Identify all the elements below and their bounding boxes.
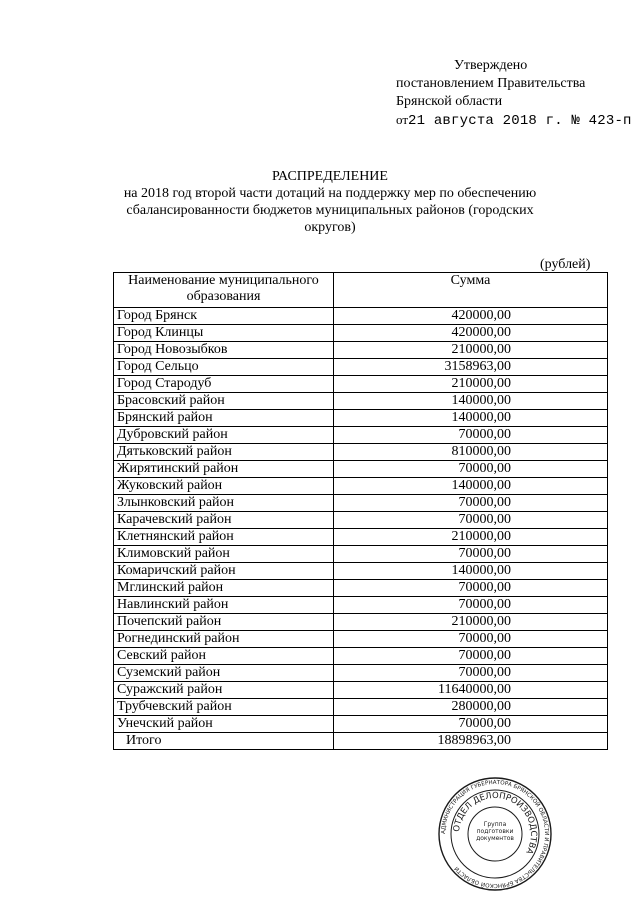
municipality-name: Навлинский район xyxy=(114,597,334,614)
municipality-name: Комаричский район xyxy=(114,563,334,580)
municipality-sum: 11640000,00 xyxy=(334,682,608,699)
total-label: Итого xyxy=(114,733,334,750)
municipality-name: Мглинский район xyxy=(114,580,334,597)
municipality-sum: 420000,00 xyxy=(334,308,608,325)
municipality-name: Почепский район xyxy=(114,614,334,631)
table-row xyxy=(114,563,608,580)
table-row xyxy=(114,648,608,665)
municipality-name: Жуковский район xyxy=(114,478,334,495)
stamp-outer-textpath: АДМИНИСТРАЦИЯ ГУБЕРНАТОРА БРЯНСКОЙ ОБЛАСТИ И ПРАВИТЕЛЬСТВА БРЯНСКОЙ ОБЛАСТИ xyxy=(440,779,550,889)
municipality-name: Карачевский район xyxy=(114,512,334,529)
municipality-name: Брасовский район xyxy=(114,393,334,410)
approval-block xyxy=(396,57,636,130)
municipality-sum: 70000,00 xyxy=(334,495,608,512)
document-subtitle-line-3: округов) xyxy=(304,220,356,235)
municipality-sum: 210000,00 xyxy=(334,342,608,359)
municipality-sum: 420000,00 xyxy=(334,325,608,342)
document-subtitle-line-2: сбалансированности бюджетов муниципальных районов (городских xyxy=(126,203,534,218)
total-sum: 18898963,00 xyxy=(334,733,608,750)
table-row xyxy=(114,359,608,376)
table-header-row xyxy=(114,273,608,308)
table-row xyxy=(114,444,608,461)
table-row xyxy=(114,546,608,563)
table-row xyxy=(114,427,608,444)
table-row xyxy=(114,393,608,410)
units-label: (рублей) xyxy=(540,257,591,272)
approval-date-number: 21 августа 2018 г. № 423-п xyxy=(408,113,632,129)
table-row xyxy=(114,376,608,393)
municipality-name: Злынковский район xyxy=(114,495,334,512)
municipality-name: Рогнединский район xyxy=(114,631,334,648)
table-row xyxy=(114,512,608,529)
stamp-inner-textpath: ОТДЕЛ ДЕЛОПРОИЗВОДСТВА xyxy=(451,790,539,856)
table-row xyxy=(114,325,608,342)
municipality-sum: 70000,00 xyxy=(334,716,608,733)
table-row xyxy=(114,410,608,427)
table-row xyxy=(114,665,608,682)
column-header-sum: Сумма xyxy=(334,273,608,308)
table-row xyxy=(114,495,608,512)
municipality-sum: 70000,00 xyxy=(334,597,608,614)
table-row xyxy=(114,682,608,699)
approval-line-approved: Утверждено xyxy=(454,58,528,73)
municipality-name: Брянский район xyxy=(114,410,334,427)
municipality-sum: 810000,00 xyxy=(334,444,608,461)
municipality-sum: 70000,00 xyxy=(334,648,608,665)
municipality-name: Дубровский район xyxy=(114,427,334,444)
official-stamp xyxy=(437,776,553,892)
municipality-name: Город Сельцо xyxy=(114,359,334,376)
table-row xyxy=(114,716,608,733)
municipality-sum: 70000,00 xyxy=(334,631,608,648)
table-row xyxy=(114,699,608,716)
municipality-name: Севский район xyxy=(114,648,334,665)
municipality-name: Жирятинский район xyxy=(114,461,334,478)
approval-date-prefix: от xyxy=(396,112,409,127)
municipality-sum: 70000,00 xyxy=(334,580,608,597)
municipality-name: Трубчевский район xyxy=(114,699,334,716)
municipality-sum: 70000,00 xyxy=(334,665,608,682)
municipality-sum: 140000,00 xyxy=(334,410,608,427)
municipality-sum: 70000,00 xyxy=(334,461,608,478)
table-row xyxy=(114,308,608,325)
municipality-name: Суражский район xyxy=(114,682,334,699)
municipality-name: Город Клинцы xyxy=(114,325,334,342)
municipality-name: Климовский район xyxy=(114,546,334,563)
document-heading xyxy=(110,168,550,236)
municipality-sum: 140000,00 xyxy=(334,393,608,410)
municipality-sum: 70000,00 xyxy=(334,546,608,563)
municipality-sum: 3158963,00 xyxy=(334,359,608,376)
table-body xyxy=(114,308,608,750)
municipality-name: Клетнянский район xyxy=(114,529,334,546)
municipality-sum: 140000,00 xyxy=(334,563,608,580)
approval-line-date xyxy=(396,111,636,130)
distribution-table xyxy=(113,272,608,750)
approval-line-region: Брянской области xyxy=(396,94,503,109)
municipality-name: Город Брянск xyxy=(114,308,334,325)
table-row xyxy=(114,342,608,359)
municipality-sum: 70000,00 xyxy=(334,512,608,529)
municipality-sum: 140000,00 xyxy=(334,478,608,495)
municipality-sum: 280000,00 xyxy=(334,699,608,716)
municipality-sum: 210000,00 xyxy=(334,376,608,393)
table-row xyxy=(114,597,608,614)
municipality-name: Город Стародуб xyxy=(114,376,334,393)
municipality-sum: 210000,00 xyxy=(334,529,608,546)
document-subtitle-line-1: на 2018 год второй части дотаций на поддержку мер по обеспечению xyxy=(123,186,537,201)
municipality-sum: 70000,00 xyxy=(334,427,608,444)
table-row xyxy=(114,580,608,597)
document-title: РАСПРЕДЕЛЕНИЕ xyxy=(272,169,388,184)
table-row xyxy=(114,631,608,648)
table-row xyxy=(114,478,608,495)
table-row xyxy=(114,461,608,478)
table-row xyxy=(114,614,608,631)
approval-line-resolution: постановлением Правительства xyxy=(396,76,586,91)
municipality-name: Город Новозыбков xyxy=(114,342,334,359)
municipality-name: Унечский район xyxy=(114,716,334,733)
municipality-sum: 210000,00 xyxy=(334,614,608,631)
municipality-name: Суземский район xyxy=(114,665,334,682)
total-row xyxy=(114,733,608,750)
municipality-name: Дятьковский район xyxy=(114,444,334,461)
table-row xyxy=(114,529,608,546)
column-header-name: Наименование муниципального образования xyxy=(114,273,334,308)
stamp-center-text: Группа подготовки документов xyxy=(476,821,514,842)
